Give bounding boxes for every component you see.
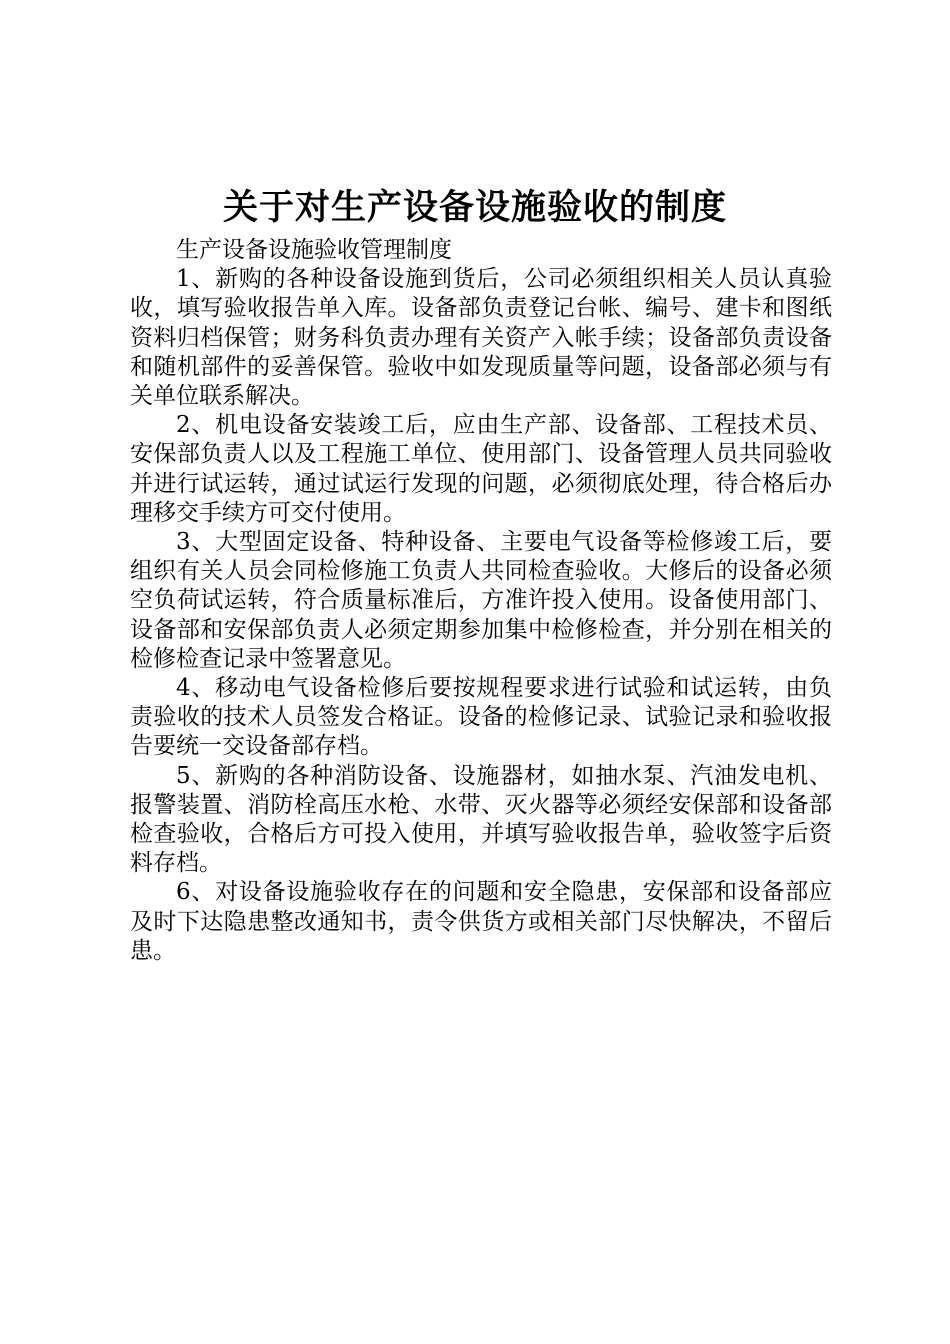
document-body [130,236,832,966]
paragraph-1: 1、新购的各种设备设施到货后，公司必须组织相关人员认真验收，填写验收报告单入库。设备部负责登记台帐、编号、建卡和图纸资料归档保管；财务科负责办理有关资产入帐手续；设备部负责设备和随机部件的妥善保管。验收中如发现质量等问题，设备部必须与有关单位联系解决。 [130,266,832,410]
paragraph-3: 3、大型固定设备、特种设备、主要电气设备等检修竣工后，要组织有关人员会同检修施工负责人共同检查验收。大修后的设备必须空负荷试运转，符合质量标准后，方准许投入使用。设备使用部门、设备部和安保部负责人必须定期参加集中检修检查，并分别在相关的检修检查记录中签署意见。 [130,529,832,672]
paragraph-4: 4、移动电气设备检修后要按规程要求进行试验和试运转，由负责验收的技术人员签发合格证。设备的检修记录、试验记录和验收报告要统一交设备部存档。 [130,675,832,760]
paragraph-2: 2、机电设备安装竣工后，应由生产部、设备部、工程技术员、安保部负责人以及工程施工单位、使用部门、设备管理人员共同验收并进行试运转，通过试运行发现的问题，必须彻底处理，待合格后办理移交手续方可交付使用。 [130,412,832,526]
paragraph-6: 6、对设备设施验收存在的问题和安全隐患，安保部和设备部应及时下达隐患整改通知书，责令供货方或相关部门尽快解决，不留后患。 [130,879,832,964]
document-title: 关于对生产设备设施验收的制度 [222,187,727,228]
paragraph-5: 5、新购的各种消防设备、设施器材，如抽水泵、汽油发电机、报警装置、消防栓高压水枪、水带、灭火器等必须经安保部和设备部检查验收，合格后方可投入使用，并填写验收报告单，验收签字后资料存档。 [130,762,832,877]
document-subtitle: 生产设备设施验收管理制度 [176,237,452,263]
